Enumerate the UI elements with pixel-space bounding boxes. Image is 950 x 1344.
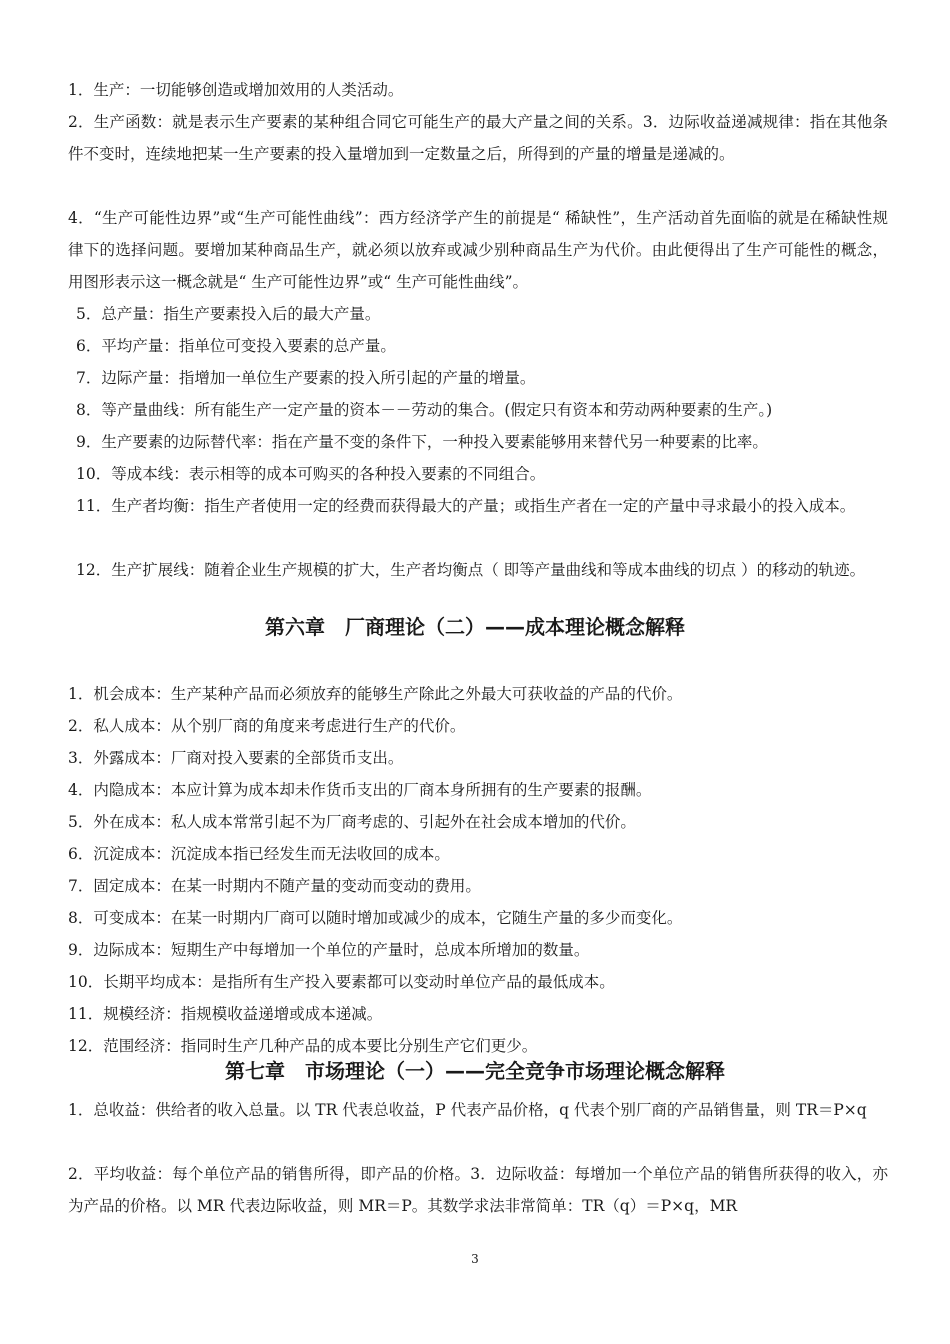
definition-item: 12．范围经济：指同时生产几种产品的成本要比分别生产它们更少。 (68, 1037, 538, 1055)
definition-item: 5．总产量：指生产要素投入后的最大产量。 (76, 305, 381, 323)
definition-item: 8．可变成本：在某一时期内厂商可以随时增加或减少的成本，它随生产量的多少而变化。 (68, 909, 683, 927)
definition-item: 9．生产要素的边际替代率：指在产量不变的条件下，一种投入要素能够用来替代另一种要素的比率。 (76, 433, 768, 451)
definition-item: 11．规模经济：指规模收益递增或成本递减。 (68, 1005, 383, 1023)
definition-item: 9．边际成本：短期生产中每增加一个单位的产量时，总成本所增加的数量。 (68, 941, 590, 959)
definition-item: 4．内隐成本：本应计算为成本却未作货币支出的厂商本身所拥有的生产要素的报酬。 (68, 781, 652, 799)
definition-item: 3．外露成本：厂商对投入要素的全部货币支出。 (68, 749, 404, 767)
definition-item: 1．生产：一切能够创造或增加效用的人类活动。 (68, 81, 404, 99)
definition-item: 5．外在成本：私人成本常常引起不为厂商考虑的、引起外在社会成本增加的代价。 (68, 813, 636, 831)
definition-item: 1．总收益：供给者的收入总量。以 TR 代表总收益，P 代表产品价格，q 代表个别厂商的产品销售量，则 TR＝P×q (68, 1101, 867, 1119)
definition-item: 2．生产函数：就是表示生产要素的某种组合同它可能生产的最大产量之间的关系。3．边际收益递减规律：指在其他条件不变时，连续地把某一生产要素的投入量增加到一定数量之后，所得到的产量的增量是递减的。 (68, 113, 888, 163)
definition-item: 2．私人成本：从个别厂商的角度来考虑进行生产的代价。 (68, 717, 466, 735)
definition-item: 12．生产扩展线：随着企业生产规模的扩大，生产者均衡点（ 即等产量曲线和等成本曲线的切点 ）的移动的轨迹。 (76, 561, 866, 579)
definition-item: 10．长期平均成本：是指所有生产投入要素都可以变动时单位产品的最低成本。 (68, 973, 615, 991)
definition-item: 4．“生产可能性边界”或“生产可能性曲线”：西方经济学产生的前提是“ 稀缺性”，生产活动首先面临的就是在稀缺性规律下的选择问题。要增加某种商品生产，就必须以放弃或减少别种商品生产为代价。由此便得出了生产可能性的概念，用图形表示这一概念就是“ 生产可能性边界”或“ 生产可能性曲线”。 (68, 209, 888, 291)
definition-item: 6．平均产量：指单位可变投入要素的总产量。 (76, 337, 396, 355)
chapter-title: 第六章 厂商理论（二）——成本理论概念解释 (265, 615, 685, 639)
definition-item: 7．边际产量：指增加一单位生产要素的投入所引起的产量的增量。 (76, 369, 536, 387)
definition-item: 7．固定成本：在某一时期内不随产量的变动而变动的费用。 (68, 877, 481, 895)
definition-item: 10．等成本线：表示相等的成本可购买的各种投入要素的不同组合。 (76, 465, 546, 483)
definition-item: 1．机会成本：生产某种产品而必须放弃的能够生产除此之外最大可获收益的产品的代价。 (68, 685, 683, 703)
definition-item: 6．沉淀成本：沉淀成本指已经发生而无法收回的成本。 (68, 845, 450, 863)
page-number: 3 (471, 1252, 479, 1266)
definition-item: 11．生产者均衡：指生产者使用一定的经费而获得最大的产量；或指生产者在一定的产量中寻求最小的投入成本。 (76, 497, 856, 515)
definition-item: 2．平均收益：每个单位产品的销售所得，即产品的价格。3．边际收益：每增加一个单位产品的销售所获得的收入，亦为产品的价格。以 MR 代表边际收益，则 MR＝P。其数学求法非常简单：TR（q）＝P×q，MR (68, 1165, 888, 1215)
definition-item: 8．等产量曲线：所有能生产一定产量的资本－－劳动的集合。(假定只有资本和劳动两种要素的生产。) (76, 401, 773, 419)
chapter-title: 第七章 市场理论（一）——完全竞争市场理论概念解释 (225, 1059, 725, 1083)
